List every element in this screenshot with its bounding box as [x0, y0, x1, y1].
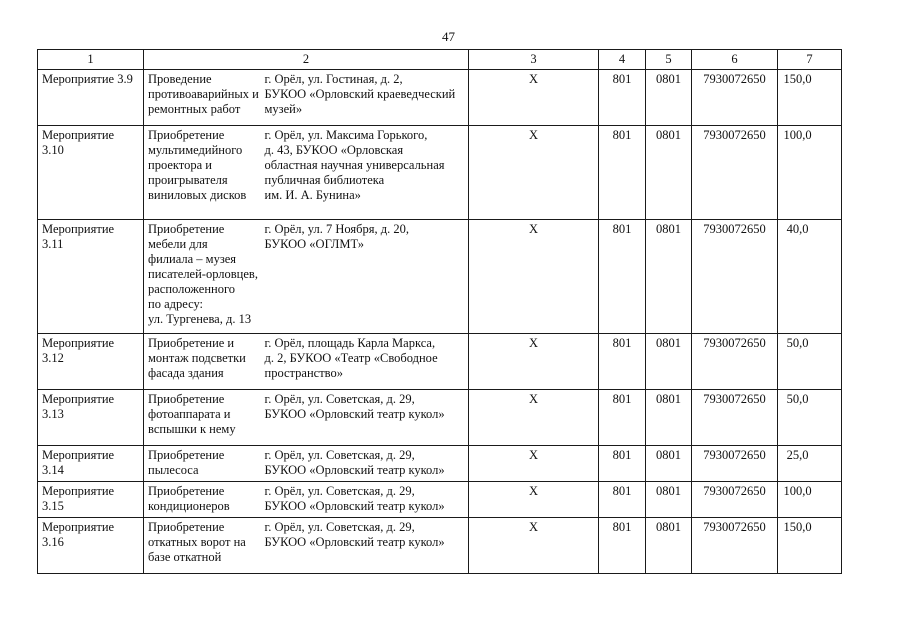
col5-cell: 0801 [646, 390, 692, 446]
col3-cell: X [469, 126, 599, 220]
table-row [38, 446, 842, 482]
col3-cell: X [469, 446, 599, 482]
col4-cell: 801 [599, 482, 646, 518]
description-cell: Приобретение мультимедийного проектора и проигрывателя виниловых дисков [144, 126, 263, 220]
description-cell: Приобретение и монтаж подсветки фасада здания [144, 334, 263, 390]
col6-cell: 7930072650 [692, 220, 778, 334]
header-col-3: 3 [469, 50, 599, 70]
col4-cell: 801 [599, 390, 646, 446]
event-cell: Мероприятие 3.16 [38, 518, 144, 574]
col4-cell: 801 [599, 70, 646, 126]
table-row [38, 220, 842, 334]
table-row [38, 518, 842, 574]
header-row [38, 50, 842, 70]
address-cell: г. Орёл, ул. Советская, д. 29, БУКОО «Орловский театр кукол» [263, 518, 469, 574]
address-cell: г. Орёл, ул. Советская, д. 29, БУКОО «Орловский театр кукол» [263, 482, 469, 518]
header-col-7: 7 [778, 50, 842, 70]
col3-cell: X [469, 518, 599, 574]
description-cell: Приобретение пылесоса [144, 446, 263, 482]
col5-cell: 0801 [646, 334, 692, 390]
col4-cell: 801 [599, 446, 646, 482]
address-cell: г. Орёл, ул. Максима Горького, д. 43, БУКОО «Орловская областная научная универсальная публичная библиотека им. И. А. Бунина» [263, 126, 469, 220]
event-cell: Мероприятие 3.11 [38, 220, 144, 334]
col5-cell: 0801 [646, 518, 692, 574]
description-cell: Приобретение мебели для филиала – музея писателей-орловцев, расположенного по адресу: ул. Тургенева, д. 13 [144, 220, 263, 334]
col3-cell: X [469, 334, 599, 390]
table-row [38, 70, 842, 126]
event-cell: Мероприятие 3.15 [38, 482, 144, 518]
page-number: 47 [442, 29, 455, 44]
address-cell: г. Орёл, ул. Советская, д. 29, БУКОО «Орловский театр кукол» [263, 446, 469, 482]
col6-cell: 7930072650 [692, 334, 778, 390]
description-cell: Приобретение фотоаппарата и вспышки к нему [144, 390, 263, 446]
col7-cell: 50,0 [778, 334, 842, 390]
col5-cell: 0801 [646, 126, 692, 220]
table-row [38, 334, 842, 390]
col5-cell: 0801 [646, 446, 692, 482]
col7-cell: 100,0 [778, 482, 842, 518]
col4-cell: 801 [599, 334, 646, 390]
col5-cell: 0801 [646, 220, 692, 334]
address-cell: г. Орёл, площадь Карла Маркса, д. 2, БУКОО «Театр «Свободное пространство» [263, 334, 469, 390]
col4-cell: 801 [599, 220, 646, 334]
col7-cell: 25,0 [778, 446, 842, 482]
address-cell: г. Орёл, ул. Советская, д. 29, БУКОО «Орловский театр кукол» [263, 390, 469, 446]
description-cell: Приобретение кондиционеров [144, 482, 263, 518]
table-row [38, 390, 842, 446]
col6-cell: 7930072650 [692, 518, 778, 574]
col5-cell: 0801 [646, 70, 692, 126]
header-col-2: 2 [144, 50, 469, 70]
event-cell: Мероприятие 3.12 [38, 334, 144, 390]
col4-cell: 801 [599, 518, 646, 574]
description-cell: Проведение противоаварийных и ремонтных работ [144, 70, 263, 126]
col5-cell: 0801 [646, 482, 692, 518]
header-col-5: 5 [646, 50, 692, 70]
col6-cell: 7930072650 [692, 390, 778, 446]
program-table [37, 49, 842, 574]
address-cell: г. Орёл, ул. 7 Ноября, д. 20, БУКОО «ОГЛМТ» [263, 220, 469, 334]
header-col-1: 1 [38, 50, 144, 70]
event-cell: Мероприятие 3.10 [38, 126, 144, 220]
header-col-6: 6 [692, 50, 778, 70]
col6-cell: 7930072650 [692, 482, 778, 518]
col7-cell: 40,0 [778, 220, 842, 334]
event-cell: Мероприятие 3.14 [38, 446, 144, 482]
col6-cell: 7930072650 [692, 70, 778, 126]
col7-cell: 100,0 [778, 126, 842, 220]
col4-cell: 801 [599, 126, 646, 220]
description-cell: Приобретение откатных ворот на базе откатной [144, 518, 263, 574]
event-cell: Мероприятие 3.13 [38, 390, 144, 446]
col3-cell: X [469, 70, 599, 126]
col3-cell: X [469, 390, 599, 446]
table-row [38, 482, 842, 518]
col6-cell: 7930072650 [692, 446, 778, 482]
event-cell: Мероприятие 3.9 [38, 70, 144, 126]
col6-cell: 7930072650 [692, 126, 778, 220]
col7-cell: 150,0 [778, 518, 842, 574]
col3-cell: X [469, 482, 599, 518]
col7-cell: 50,0 [778, 390, 842, 446]
header-col-4: 4 [599, 50, 646, 70]
col3-cell: X [469, 220, 599, 334]
col7-cell: 150,0 [778, 70, 842, 126]
table-row [38, 126, 842, 220]
address-cell: г. Орёл, ул. Гостиная, д. 2, БУКОО «Орловский краеведческий музей» [263, 70, 469, 126]
